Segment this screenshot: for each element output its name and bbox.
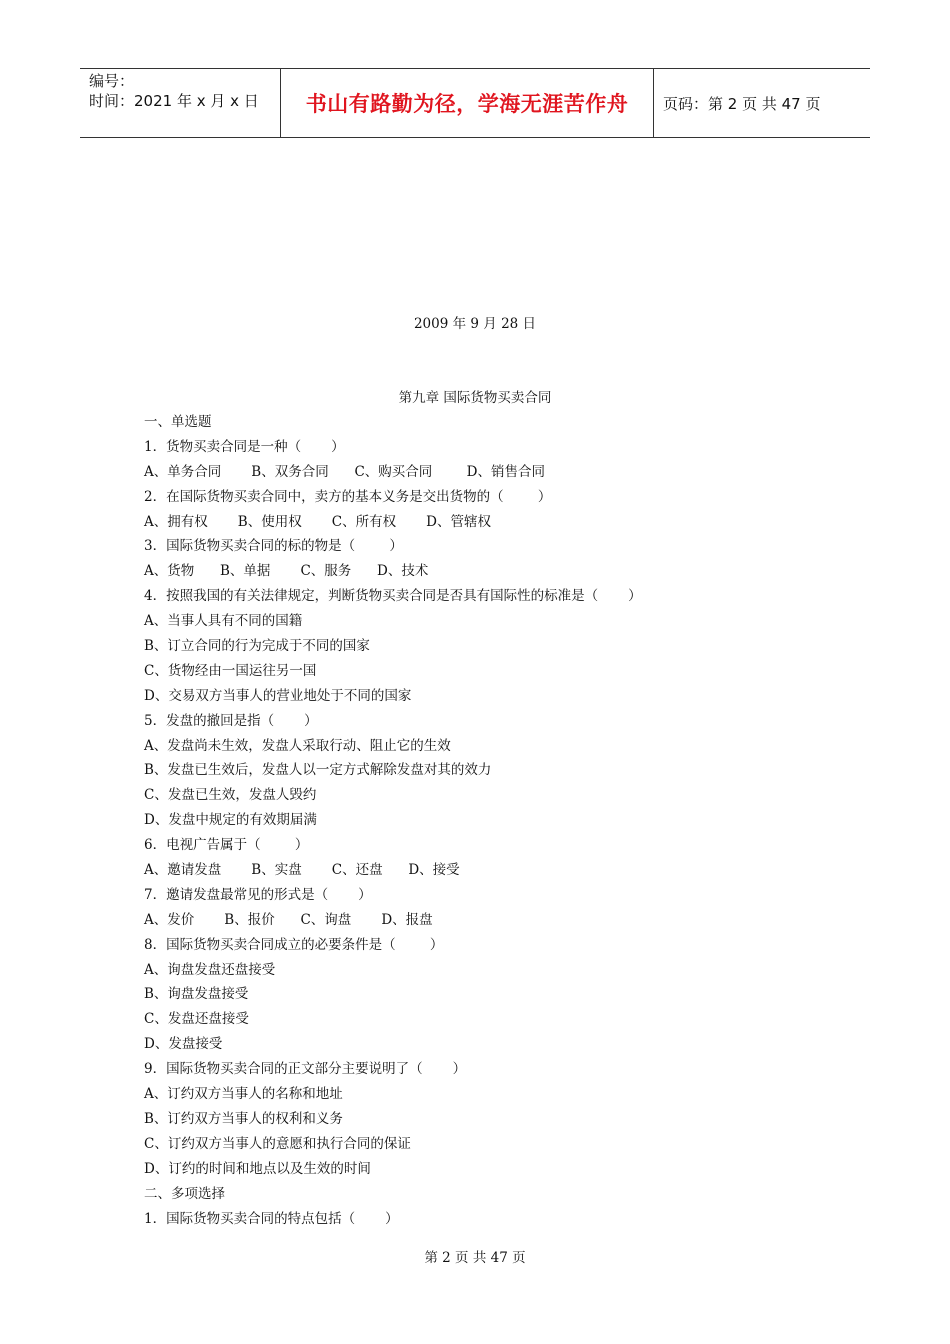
option-line: C、订约双方当事人的意愿和执行合同的保证 [144,1135,411,1152]
option-line: C、发盘还盘接受 [144,1011,249,1028]
options-line: A、单务合同 B、双务合同 C、购买合同 D、销售合同 [144,463,545,480]
options-line: A、拥有权 B、使用权 C、所有权 D、管辖权 [144,513,491,530]
question-line: 7．邀请发盘最常见的形式是（ ） [144,886,372,903]
header-page-label: 页码：第 2 页 共 47 页 [663,94,821,113]
question-line: 8．国际货物买卖合同成立的必要条件是（ ） [144,936,444,953]
options-line: A、货物 B、单据 C、服务 D、技术 [144,563,429,580]
option-line: A、当事人具有不同的国籍 [144,613,303,630]
question-line: 5．发盘的撤回是指（ ） [144,712,318,729]
section-heading: 一、单选题 [144,414,212,430]
document-header [80,68,870,138]
option-line: C、发盘已生效，发盘人毁约 [144,787,317,804]
section-heading: 二、多项选择 [144,1185,225,1202]
number-label: 编号： [89,72,135,90]
option-line: A、订约双方当事人的名称和地址 [144,1086,343,1103]
question-line: 1．国际货物买卖合同的特点包括（ ） [144,1210,399,1227]
option-line: D、交易双方当事人的营业地处于不同的国家 [144,687,412,704]
chapter-title: 第九章 国际货物买卖合同 [398,390,552,406]
page-footer: 第 2 页 共 47 页 [424,1250,526,1266]
option-line: B、订立合同的行为完成于不同的国家 [144,638,370,655]
question-line: 3．国际货物买卖合同的标的物是（ ） [144,538,403,555]
question-line: 2．在国际货物买卖合同中，卖方的基本义务是交出货物的（ ） [144,488,552,505]
option-line: C、货物经由一国运往另一国 [144,662,317,679]
header-meta [80,69,281,137]
option-line: D、发盘接受 [144,1036,223,1053]
options-line: A、邀请发盘 B、实盘 C、还盘 D、接受 [144,862,460,879]
option-line: B、询盘发盘接受 [144,986,249,1003]
question-line: 6．电视广告属于（ ） [144,837,309,854]
option-line: B、订约双方当事人的权利和义务 [144,1110,343,1127]
options-line: A、发价 B、报价 C、询盘 D、报盘 [144,911,433,928]
document-date: 2009 年 9 月 28 日 [413,316,537,332]
option-line: A、询盘发盘还盘接受 [144,961,276,978]
option-line: A、发盘尚未生效，发盘人采取行动、阻止它的生效 [144,737,451,754]
time-label: 时间：2021 年 x 月 x 日 [89,92,259,110]
question-line: 9．国际货物买卖合同的正文部分主要说明了（ ） [144,1061,467,1078]
header-motto: 书山有路勤为径，学海无涯苦作舟 [281,69,654,137]
option-line: B、发盘已生效后，发盘人以一定方式解除发盘对其的效力 [144,762,492,779]
question-list [144,410,844,1231]
option-line: D、发盘中规定的有效期届满 [144,812,317,829]
option-line: D、订约的时间和地点以及生效的时间 [144,1160,371,1177]
question-line: 1．货物买卖合同是一种（ ） [144,438,345,455]
question-line: 4．按照我国的有关法律规定，判断货物买卖合同是否具有国际性的标准是（ ） [144,588,642,605]
